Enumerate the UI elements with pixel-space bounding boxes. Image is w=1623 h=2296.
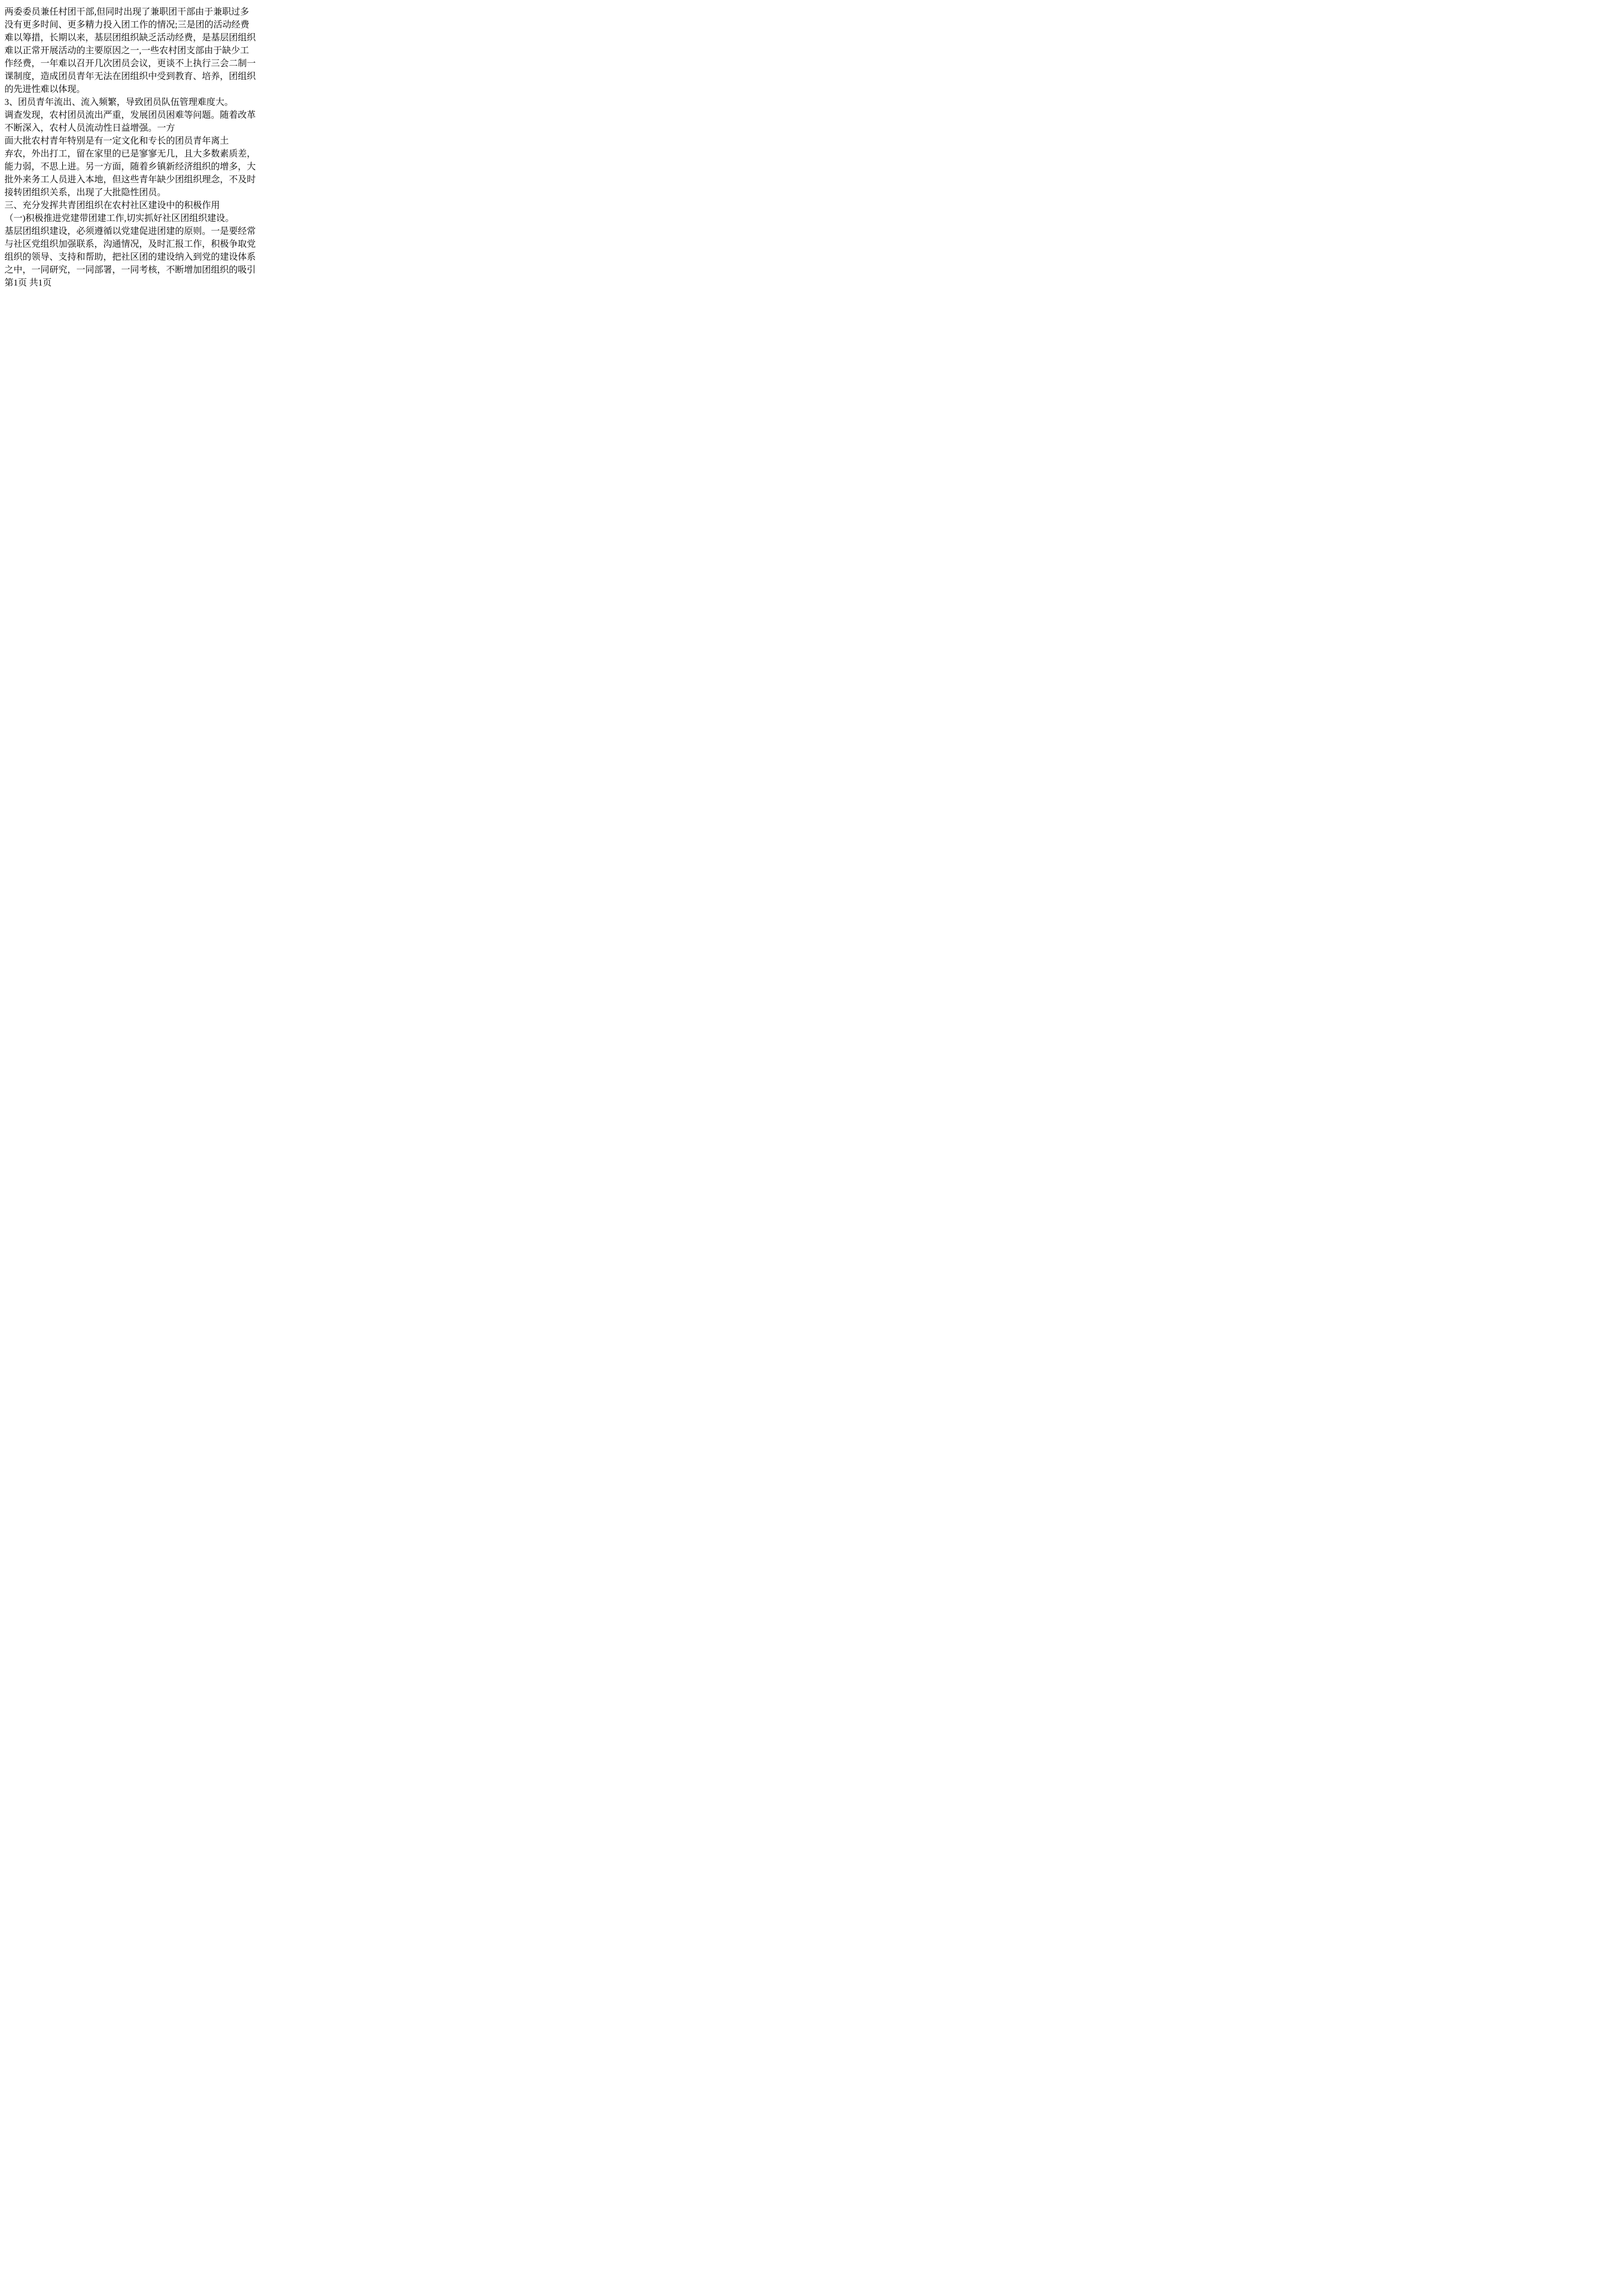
text-line: 之中，一同研究，一同部署，一同考核，不断增加团组织的吸引: [4, 265, 256, 275]
text-line: 弃农，外出打工，留在家里的已是寥寥无几，且大多数素质差，: [4, 149, 256, 159]
text-line: 不断深入，农村人员流动性日益增强。一方: [4, 123, 176, 133]
text-line: 批外来务工人员进入本地，但这些青年缺少团组织理念，不及时: [4, 175, 256, 185]
text-line: 接转团组织关系，出现了大批隐性团员。: [4, 188, 167, 197]
text-line: 面大批农村青年特别是有一定文化和专长的团员青年离土: [4, 136, 229, 146]
text-line: 基层团组织建设，必须遵循以党建促进团建的原则。一是要经常: [4, 227, 256, 236]
text-line: 能力弱，不思上进。另一方面，随着乡镇新经济组织的增多，大: [4, 162, 256, 172]
text-line: 的先进性难以体现。: [4, 85, 86, 94]
text-line: 两委委员兼任村团干部,但同时出现了兼职团干部由于兼职过多: [4, 7, 250, 17]
page-number: 第1页 共1页: [4, 278, 52, 288]
text-line: 调查发现，农村团员流出严重，发展团员困难等问题。随着改革: [4, 111, 256, 120]
text-line: 难以正常开展活动的主要原因之一,一些农村团支部由于缺少工: [4, 46, 250, 56]
page: [4, 4, 1619, 288]
text-line: 难以筹措，长期以来，基层团组织缺乏活动经费，是基层团组织: [4, 33, 256, 43]
document-body: [4, 4, 1619, 275]
text-line: 与社区党组织加强联系，沟通情况，及时汇报工作，积极争取党: [4, 240, 256, 249]
text-line: 组织的领导、支持和帮助，把社区团的建设纳入到党的建设体系: [4, 252, 256, 262]
page-footer: [4, 275, 1619, 288]
text-line: 3、团员青年流出、流入频繁，导致团员队伍管理难度大。: [4, 98, 234, 107]
text-line: 没有更多时间、更多精力投入团工作的情况;三是团的活动经费: [4, 20, 250, 30]
section-heading: 三、充分发挥共青团组织在农村社区建设中的积极作用: [4, 201, 220, 210]
subsection-heading: （一)积极推进党建带团建工作,切实抓好社区团组织建设。: [4, 214, 234, 223]
text-line: 作经费，一年难以召开几次团员会议，更谈不上执行三会二制一: [4, 59, 256, 68]
text-line: 课制度，造成团员青年无法在团组织中受到教育、培养，团组织: [4, 72, 256, 81]
